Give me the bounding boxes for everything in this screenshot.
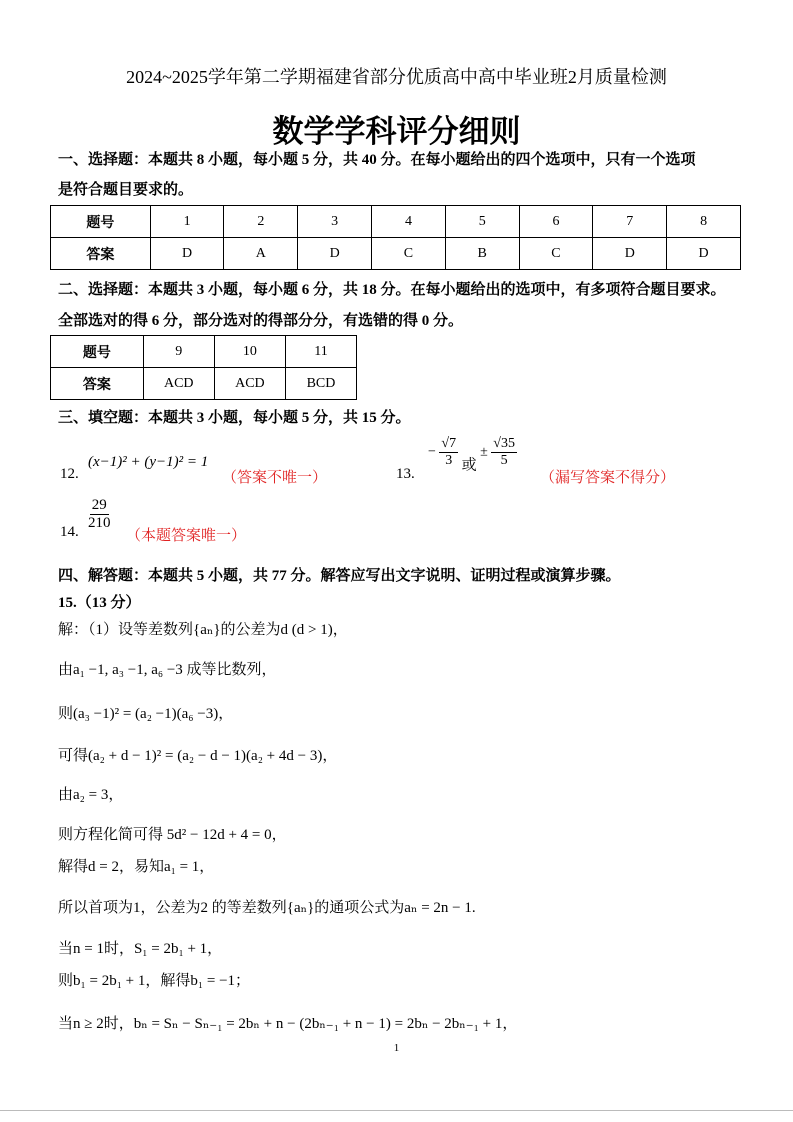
section1-line1: 一、选择题：本题共 8 小题，每小题 5 分，共 40 分。在每小题给出的四个选项中，只有一个选项 (58, 152, 696, 168)
q13-answer (428, 436, 517, 475)
table-cell: C (519, 238, 593, 270)
answer-table-1 (50, 205, 741, 270)
table-cell: 4 (372, 206, 446, 238)
q14-answer (88, 497, 111, 532)
fraction (491, 436, 517, 469)
table-cell: 11 (285, 336, 356, 368)
table-header-cell: 题号 (51, 206, 151, 238)
solution-line: 解：（1）设等差数列{aₙ}的公差为d (d > 1)， (58, 622, 348, 638)
page-title: 数学学科评分细则 (272, 114, 521, 150)
solution-line: 由a₂ = 3， (58, 787, 124, 803)
q14-note: （本题答案唯一） (126, 528, 247, 544)
table-cell: D (593, 238, 667, 270)
denominator: 210 (88, 515, 111, 531)
table-cell: 9 (143, 336, 214, 368)
table-row (51, 238, 741, 270)
table-header-cell: 答案 (51, 238, 151, 270)
q13-note: （漏写答案不得分） (540, 470, 676, 486)
q14-number: 14. (60, 524, 79, 540)
solution-line: 当n = 1时，S₁ = 2b₁ + 1， (58, 941, 223, 957)
exam-header: 2024~2025学年第二学期福建省部分优质高中高中毕业班2月质量检测 (126, 67, 667, 87)
table-cell: D (298, 238, 372, 270)
table-cell: 7 (593, 206, 667, 238)
table-cell: ACD (214, 368, 285, 400)
denominator: 5 (500, 453, 508, 468)
table-cell: D (667, 238, 741, 270)
q15-title: 15.（13 分） (58, 595, 141, 611)
solution-line: 则方程化简可得 5d² − 12d + 4 = 0， (58, 827, 287, 843)
table-cell: ACD (143, 368, 214, 400)
fraction (88, 497, 111, 532)
table-cell: 6 (519, 206, 593, 238)
table-cell: 8 (667, 206, 741, 238)
table-cell: 1 (150, 206, 224, 238)
table-cell: A (224, 238, 298, 270)
table-row (51, 368, 357, 400)
plus-minus-sign: ± (480, 444, 488, 460)
minus-sign: − (428, 444, 436, 460)
table-row (51, 336, 357, 368)
section3-heading: 三、填空题：本题共 3 小题，每小题 5 分，共 15 分。 (58, 410, 411, 426)
section2-line1: 二、选择题：本题共 3 小题，每小题 6 分，共 18 分。在每小题给出的选项中，有多项符合题目要求。 (58, 282, 726, 298)
table-cell: 10 (214, 336, 285, 368)
table-cell: BCD (285, 368, 356, 400)
solution-line: 解得d = 2，易知a₁ = 1， (58, 859, 215, 875)
fraction (439, 436, 458, 469)
table-cell: B (445, 238, 519, 270)
q12-note: （答案不唯一） (222, 470, 328, 486)
solution-line: 则(a₃ −1)² = (a₂ −1)(a₆ −3)， (58, 706, 234, 722)
solution-line: 由a₁ −1, a₃ −1, a₆ −3 成等比数列， (58, 662, 277, 678)
table-row (51, 206, 741, 238)
numerator: √7 (441, 436, 457, 451)
numerator: √35 (493, 436, 515, 451)
or-text: 或 (461, 457, 477, 474)
table-header-cell: 题号 (51, 336, 144, 368)
table-cell: C (372, 238, 446, 270)
section1-line2: 是符合题目要求的。 (58, 182, 194, 198)
answer-table-2 (50, 335, 357, 400)
denominator: 3 (445, 453, 453, 468)
solution-line: 所以首项为1，公差为2 的等差数列{aₙ}的通项公式为aₙ = 2n − 1. (58, 900, 476, 916)
q12-number: 12. (60, 466, 79, 482)
q12-answer: (x−1)² + (y−1)² = 1 (88, 454, 209, 470)
numerator: 29 (91, 497, 107, 513)
table-cell: 2 (224, 206, 298, 238)
table-cell: 3 (298, 206, 372, 238)
table-cell: 5 (445, 206, 519, 238)
solution-line: 可得(a₂ + d − 1)² = (a₂ − d − 1)(a₂ + 4d − 3)， (58, 748, 338, 764)
table-cell: D (150, 238, 224, 270)
page-bottom-divider (0, 1110, 793, 1111)
q13-number: 13. (396, 466, 415, 482)
section2-line2: 全部选对的得 6 分，部分选对的得部分分，有选错的得 0 分。 (58, 313, 464, 329)
table-header-cell: 答案 (51, 368, 144, 400)
solution-line: 则b₁ = 2b₁ + 1，解得b₁ = −1； (58, 973, 251, 989)
section4-heading: 四、解答题：本题共 5 小题，共 77 分。解答应写出文字说明、证明过程或演算步骤。 (58, 568, 621, 584)
page-number: 1 (393, 1042, 400, 1054)
solution-line: 当n ≥ 2时，bₙ = Sₙ − Sₙ₋₁ = 2bₙ + n − (2bₙ₋₁ + n − 1) = 2bₙ − 2bₙ₋₁ + 1， (58, 1016, 518, 1032)
